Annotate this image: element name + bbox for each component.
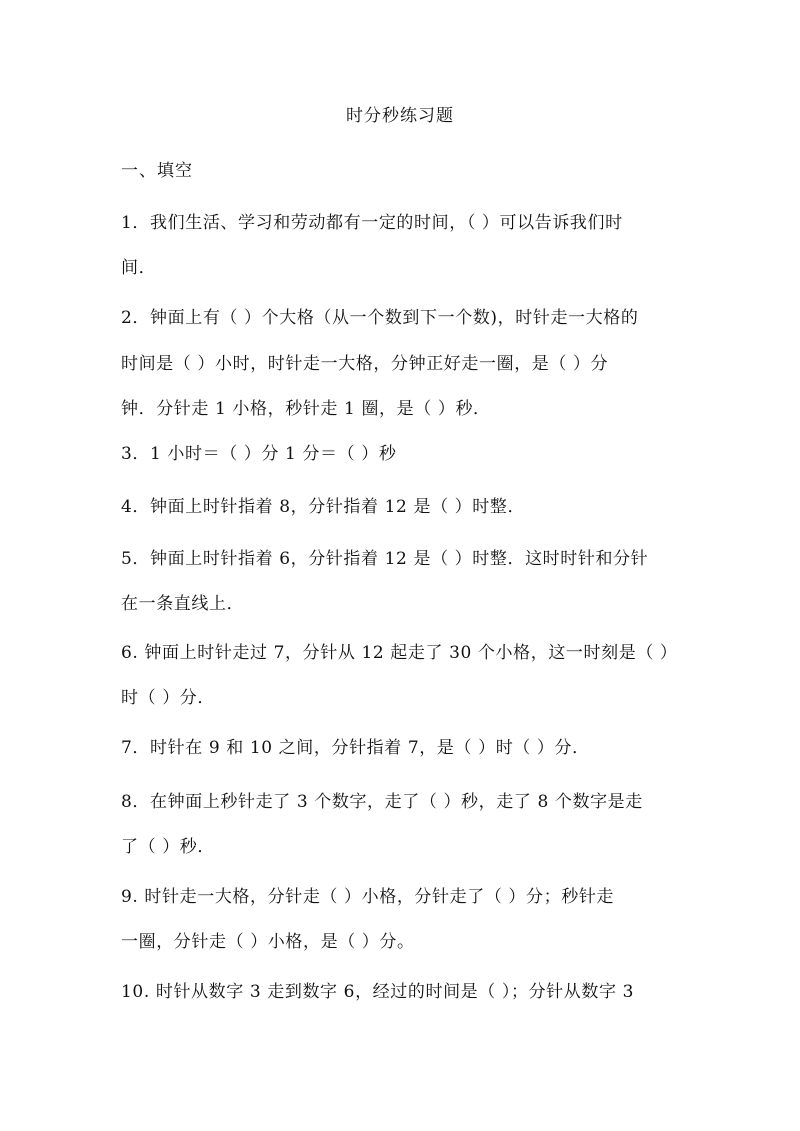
question-line: 2．钟面上有（ ）个大格（从一个数到下一个数)，时针走一大格的 bbox=[121, 308, 639, 328]
question-line: 8．在钟面上秒针走了 3 个数字，走了（ ）秒，走了 8 个数字是走 bbox=[121, 792, 643, 812]
question-line: 钟．分针走 1 小格，秒针走 1 圈，是（ ）秒． bbox=[121, 399, 491, 419]
question-line: 3．1 小时＝（ ）分 1 分＝（ ）秒 bbox=[121, 444, 397, 464]
question-line: 6. 钟面上时针走过 7，分针从 12 起走了 30 个小格，这一时刻是（ ） bbox=[121, 643, 678, 663]
question-line: 7．时针在 9 和 10 之间，分针指着 7，是（ ）时（ ）分． bbox=[121, 738, 590, 758]
question-line: 9. 时针走一大格，分针走（ ）小格，分针走了（ ）分；秒针走 bbox=[121, 887, 615, 907]
question-line: 1．我们生活、学习和劳动都有一定的时间，（ ）可以告诉我们时 bbox=[121, 213, 623, 233]
question-2 bbox=[121, 306, 686, 421]
question-line: 时间是（ ）小时，时针走一大格，分钟正好走一圈，是（ ）分 bbox=[121, 354, 609, 374]
question-line: 时（ ）分． bbox=[121, 688, 216, 708]
question-line: 10. 时针从数字 3 走到数字 6，经过的时间是（ ）；分针从数字 3 bbox=[121, 982, 635, 1002]
question-5 bbox=[121, 547, 686, 616]
question-4 bbox=[121, 495, 686, 519]
question-line: 4．钟面上时针指着 8，分针指着 12 是（ ）时整． bbox=[121, 497, 526, 517]
question-9 bbox=[121, 885, 686, 954]
question-6 bbox=[121, 641, 686, 710]
question-8 bbox=[121, 790, 686, 859]
section-heading: 一、填空 bbox=[121, 161, 193, 181]
question-3 bbox=[121, 442, 686, 466]
page-title: 时分秒练习题 bbox=[346, 106, 454, 126]
question-line: 间． bbox=[121, 258, 157, 278]
question-1 bbox=[121, 211, 686, 280]
question-line: 在一条直线上． bbox=[121, 594, 245, 614]
question-10 bbox=[121, 980, 686, 1004]
question-line: 一圈，分针走（ ）小格，是（ ）分。 bbox=[121, 932, 415, 952]
question-line: 5．钟面上时针指着 6，分针指着 12 是（ ）时整．这时时针和分针 bbox=[121, 549, 649, 569]
question-line: 了（ ）秒． bbox=[121, 837, 216, 857]
question-7 bbox=[121, 736, 686, 760]
